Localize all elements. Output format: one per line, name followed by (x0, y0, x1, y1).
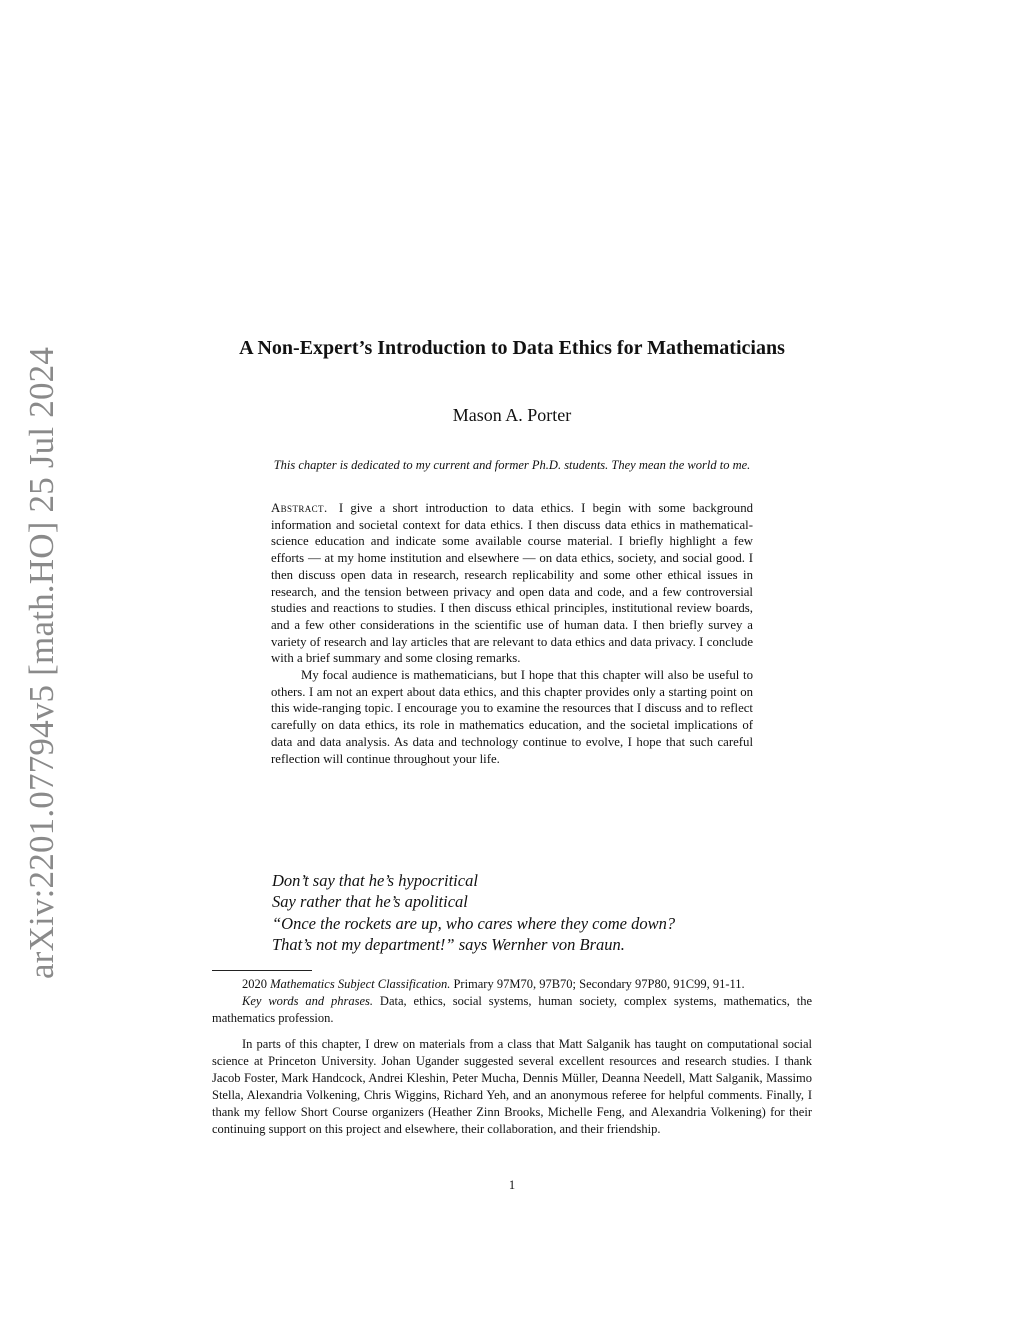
abstract-paragraph-1 (271, 500, 753, 667)
msc-text: Primary 97M70, 97B70; Secondary 97P80, 91C99, 91-11. (453, 977, 745, 991)
epigraph-line: That’s not my department!” says Wernher von Braun. (272, 934, 625, 954)
page-number: 1 (508, 1178, 516, 1192)
keywords-label: Key words and phrases. (242, 994, 374, 1008)
epigraph-line: Say rather that he’s apolitical (272, 892, 468, 912)
epigraph-line: Don’t say that he’s hypocritical (272, 871, 478, 890)
acknowledgments: In parts of this chapter, I drew on materials from a class that Matt Salganik has taught on computational social science at Princeton University. Johan Ugander suggested several excellent resources and research studies. I thank Jacob Foster, Mark Handcock, Andrei Kleshin, Peter Mucha, Dennis Müller, Deanna Needell, Matt Salganik, Massimo Stella, Alexandria Volkening, Chris Wiggins, Richard Yeh, and an anonymous referee for helpful comments. Finally, I thank my fellow Short Course organizers (Heather Zinn Brooks, Michelle Feng, and Alexandria Volkening) for their continuing support on this project and elsewhere, their collaboration, and their friendship. (212, 1037, 812, 1136)
footnote-divider (212, 970, 312, 971)
msc-classification (212, 976, 812, 993)
footnotes (212, 976, 812, 1138)
paper-title: A Non-Expert’s Introduction to Data Ethics for Mathematicians (239, 337, 785, 359)
abstract-paragraph-2: My focal audience is mathematicians, but I hope that this chapter will also be useful to others. I am not an expert about data ethics, and this chapter provides only a starting point on this wide-ranging topic. I encourage you to examine the resources that I discuss and to reflect carefully on data ethics, its role in mathematics education, and the societal implications of data and data analysis. As data and technology continue to evolve, I hope that such careful reflection will continue throughout your life. (271, 668, 753, 766)
msc-label: Mathematics Subject Classification. (270, 977, 451, 991)
epigraph (272, 870, 792, 955)
msc-year: 2020 (242, 977, 267, 991)
abstract-text-1: I give a short introduction to data ethics. I begin with some background information and societal context for data ethics. I then discuss data ethics in mathematical-science education and indicate some available course material. I briefly highlight a few efforts — at my home institution and elsewhere — on data ethics, society, and social good. I then discuss open data in research, research replicability and some other ethical issues in research, and the tension between privacy and open data and code, and a few controversial studies and reactions to studies. I then discuss ethical principles, institutional review boards, and a few other considerations in the scientific use of human data. I then briefly survey a variety of research and lay articles that are relevant to data ethics and data privacy. I conclude with a brief summary and some closing remarks. (271, 501, 753, 666)
abstract (271, 500, 753, 767)
arxiv-identifier-text: arXiv:2201.07794v5 [math.HO] 25 Jul 2024 (22, 346, 62, 979)
arxiv-identifier-stamp (12, 340, 72, 985)
abstract-label: Abstract. (271, 501, 328, 515)
keywords-text: Data, ethics, social systems, human society, complex systems, mathematics, the mathematics profession. (212, 994, 812, 1025)
epigraph-line: “Once the rockets are up, who cares where they come down? (272, 913, 676, 933)
keywords (212, 993, 812, 1027)
dedication: This chapter is dedicated to my current and former Ph.D. students. They mean the world to me. (273, 458, 751, 472)
author-name: Mason A. Porter (452, 405, 572, 425)
